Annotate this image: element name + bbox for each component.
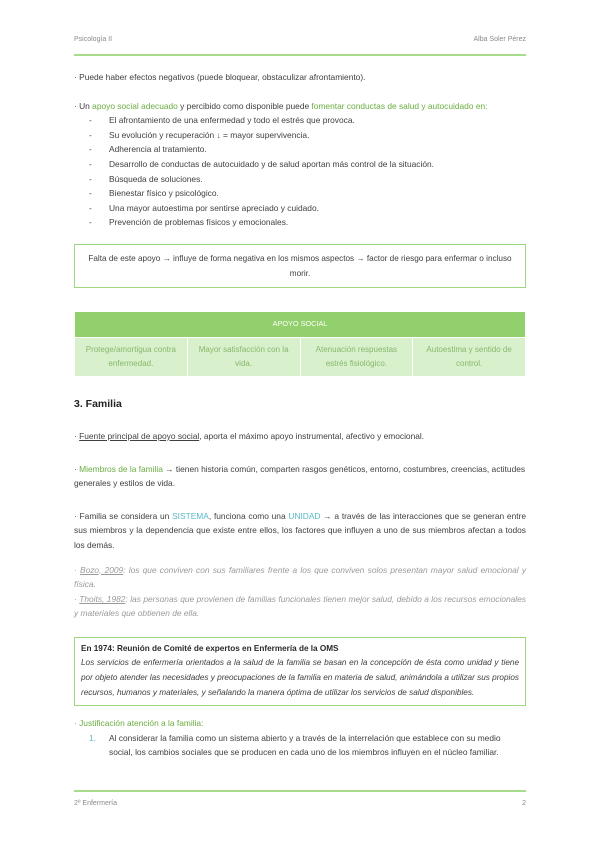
apoyo-social-table	[74, 311, 526, 377]
c2-prefix: ·	[74, 593, 80, 604]
citation-bozo	[74, 563, 526, 592]
intro-paragraph: · Puede haber efectos negativos (puede bloquear, obstaculizar afrontamiento).	[74, 72, 366, 82]
oms-box	[74, 637, 526, 706]
list-item: - Adherencia al tratamiento.	[89, 142, 526, 157]
page-content	[74, 70, 526, 760]
page-number: 2	[522, 800, 526, 807]
familia-p1	[74, 429, 526, 444]
apoyo-prefix: · Un	[74, 100, 93, 111]
table-cell: Autoestima y sentido de control.	[413, 337, 526, 376]
apoyo-term2: fomentar conductas de salud y autocuidado en:	[311, 100, 488, 111]
list-item: - Su evolución y recuperación ↓ = mayor supervivencia.	[89, 128, 526, 143]
citation-thoits	[74, 592, 526, 621]
c1-author: Bozo, 2009	[79, 564, 124, 575]
oms-title: En 1974: Reunión de Comité de expertos en Enfermería de la OMS	[81, 643, 339, 653]
list-item	[89, 731, 526, 760]
apoyo-mid: y percibido como disponible puede	[177, 100, 312, 111]
p3-a: · Familia se considera un	[74, 510, 173, 521]
list-text: Al considerar la familia como un sistema abierto y a través de la interrelación que establece con su medio social, los cambios sociales que se producen en cada uno de los miembros influyen en el núcleo familiar.	[109, 732, 501, 758]
footer-divider	[74, 790, 526, 792]
p3-b: , funciona como una	[208, 510, 289, 521]
justificacion-list	[74, 731, 526, 760]
table-header: APOYO SOCIAL	[75, 311, 526, 337]
header-subject: Psicología II	[74, 36, 113, 43]
oms-text: Los servicios de enfermería orientados a la salud de la familia se basan en la concepción de ésta como unidad y tiene por objeto atender las necesidades y preocupaciones de la familia en materia de salud, animándola a utilizar sus propios recursos, humanos y materiales, y señalando la manera óptima de utilizar los servicios de salud disponibles.	[81, 658, 519, 697]
apoyo-paragraph	[74, 99, 526, 114]
p2-term: Miembros de la familia	[79, 463, 163, 474]
list-item: - Búsqueda de soluciones.	[89, 172, 526, 187]
p1-underlined: Fuente principal de apoyo social	[79, 430, 200, 441]
header-divider	[74, 54, 526, 56]
list-item: - El afrontamiento de una enfermedad y todo el estrés que provoca.	[89, 113, 526, 128]
table-cell: Protege/amortigua contra enfermedad.	[75, 337, 188, 376]
footer-course: 2º Enfermería	[74, 800, 118, 807]
page-footer	[74, 800, 526, 807]
p1-rest: , aporta el máximo apoyo instrumental, afectivo y emocional.	[199, 430, 425, 441]
p2-rest: → tienen historia común, comparten rasgos genéticos, entorno, costumbres, creencias, actitudes generales y estilos de vida.	[74, 463, 526, 489]
c2-text: : las personas que provienen de familias funcionales tienen mejor salud, debido a los recursos emocionales y materiales que obtienen de ella.	[74, 593, 526, 619]
list-number: 1.	[89, 732, 96, 743]
p2-prefix: ·	[74, 463, 80, 474]
c2-author: Thoits, 1982	[79, 593, 126, 604]
list-item: - Bienestar físico y psicológico.	[89, 186, 526, 201]
c1-prefix: ·	[74, 564, 80, 575]
apoyo-list	[74, 113, 526, 230]
falta-apoyo-box: Falta de este apoyo → influye de forma negativa en los mismos aspectos → factor de riesgo para enfermar o incluso morir.	[74, 244, 526, 288]
list-item: - Una mayor autoestima por sentirse apreciado y cuidado.	[89, 201, 526, 216]
p3-sistema: SISTEMA	[172, 510, 209, 521]
justificacion-title: · Justificación atención a la familia:	[74, 718, 204, 729]
list-item: - Prevención de problemas físicos y emocionales.	[89, 215, 526, 230]
table-cell: Atenuación respuestas estrés fisiológico.	[300, 337, 413, 376]
list-item: - Desarrollo de conductas de autocuidado y de salud aportan más control de la situación.	[89, 157, 526, 172]
table-cell: Mayor satisfacción con la vida.	[187, 337, 300, 376]
p3-c: → a través de las interacciones que se generan entre sus miembros y la dependencia que existe entre ellos, los factores que influyen a uno de sus miembros afectan a todos los demás.	[74, 510, 526, 550]
familia-p2	[74, 462, 526, 491]
familia-p3	[74, 509, 526, 553]
p3-unidad: UNIDAD	[288, 510, 321, 521]
page-header	[74, 36, 526, 43]
apoyo-term: apoyo social adecuado	[92, 100, 178, 111]
c1-text: : los que conviven con sus familiares frente a los que conviven solos presentan mayor salud emocional y física.	[74, 564, 527, 590]
p1-prefix: ·	[74, 430, 80, 441]
header-author: Alba Soler Pérez	[473, 36, 526, 43]
section-title: 3. Familia	[74, 397, 122, 410]
